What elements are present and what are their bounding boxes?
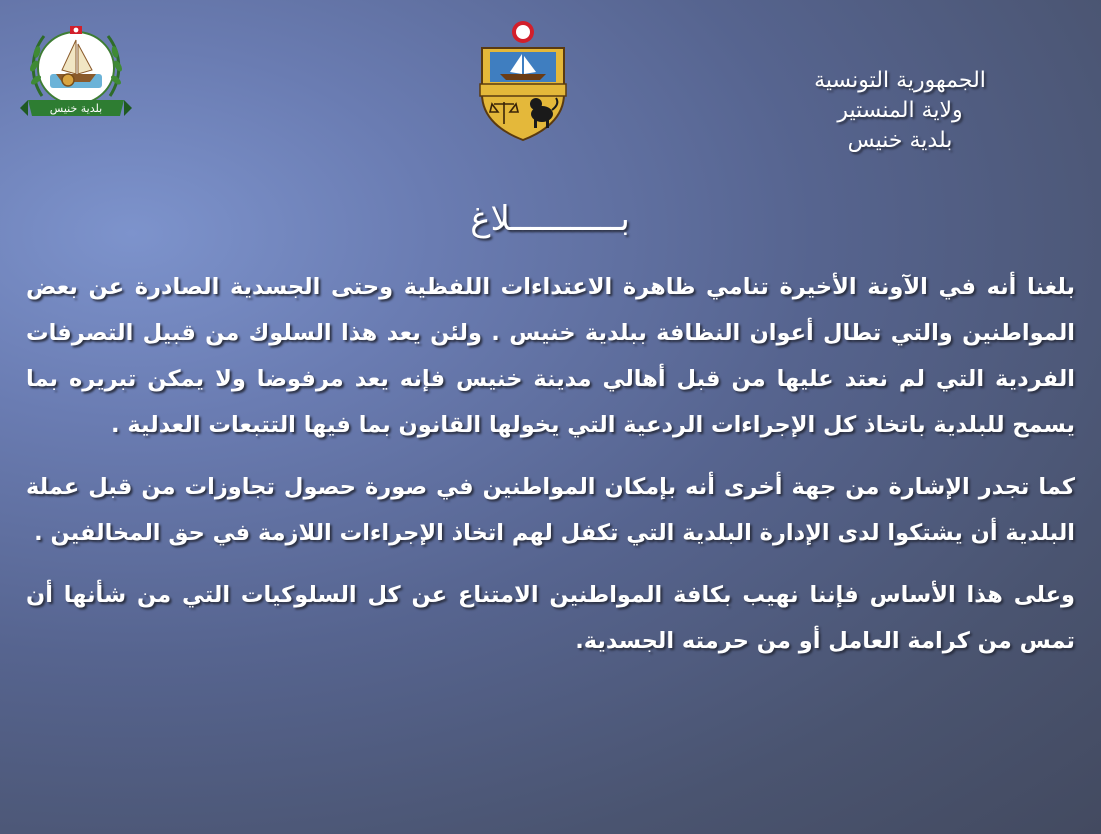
header-governorate: ولاية المنستير	[837, 98, 963, 123]
municipality-emblem	[20, 18, 132, 120]
header-country: الجمهورية التونسية	[814, 68, 986, 93]
emblem-caption: بلدية خنيس	[49, 102, 103, 115]
notice-paragraph-2: كما تجدر الإشارة من جهة أخرى أنه بإمكان المواطنين في صورة حصول تجاوزات من قبل عملة البلدية أن يشتكوا لدى الإدارة البلدية التي تكفل لهم اتخاذ الإجراءات اللازمة في حق المخالفين .	[26, 474, 1075, 546]
notice-body	[26, 264, 1075, 680]
coat-of-arms-icon	[470, 20, 576, 142]
notice-paragraph-3: وعلى هذا الأساس فإننا نهيب بكافة المواطنين الامتناع عن كل السلوكيات التي من شأنها أن تمس من كرامة العامل أو من حرمته الجسدية.	[26, 582, 1075, 654]
header-municipality: بلدية خنيس	[847, 128, 953, 153]
header-block	[760, 66, 1040, 156]
notice-title: بـــــــــــلاغ	[470, 199, 630, 239]
notice-paragraph-1: بلغنا أنه في الآونة الأخيرة تنامي ظاهرة الاعتداءات اللفظية وحتى الجسدية الصادرة عن بعض المواطنين والتي تطال أعوان النظافة ببلدية خنيس . ولئن يعد هذا السلوك من قبيل التصرفات الفردية التي لم نعتد عليها من قبل أهالي مدينة خنيس فإنه يعد مرفوضا ولا يمكن تبريره بما يسمح للبلدية باتخاذ كل الإجراءات الردعية التي يخولها القانون بما فيها التتبعات العدلية .	[26, 274, 1075, 438]
